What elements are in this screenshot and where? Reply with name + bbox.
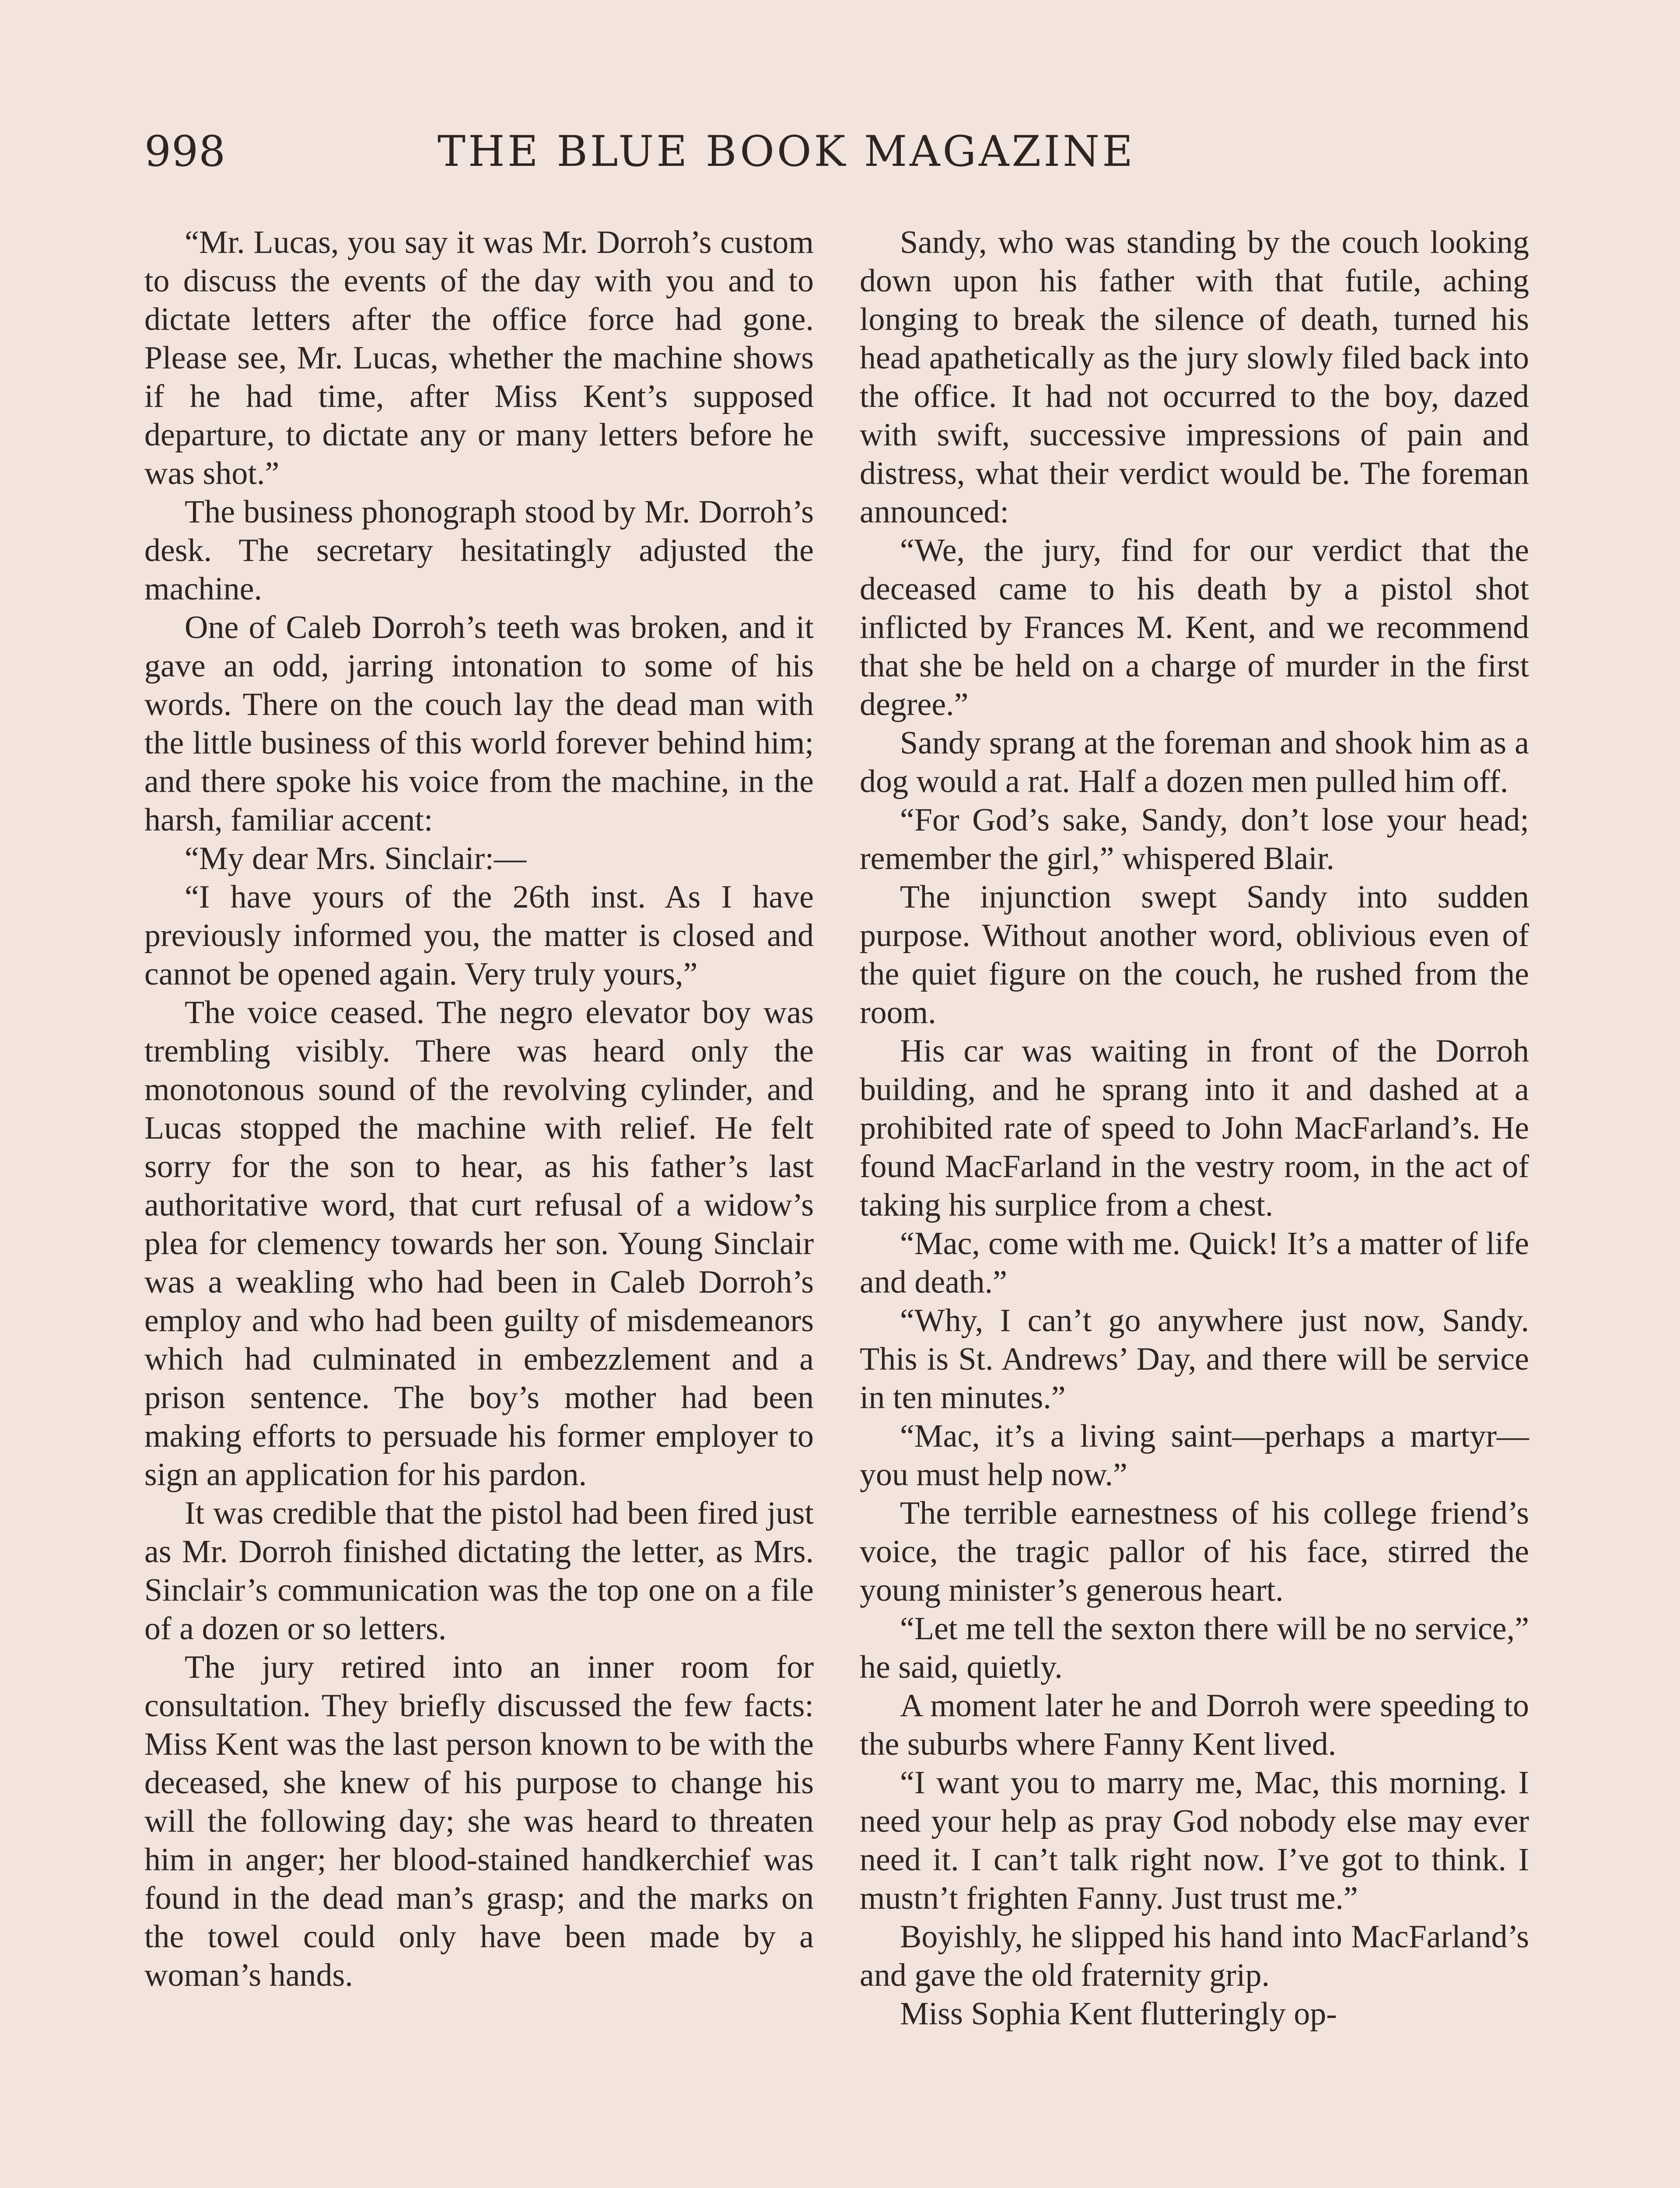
paragraph: One of Caleb Dorroh’s teeth was broken, and it gave an odd, jarring intonation to some of his words. There on the couch lay the dead man with the little business of this world forever behind him; and there spoke his voice from the machine, in the harsh, familiar accent: <box>144 610 814 838</box>
paragraph: “For God’s sake, Sandy, don’t lose your head; remember the girl,” whispered Blair. <box>860 802 1529 877</box>
paragraph: It was credible that the pistol had been fired just as Mr. Dorroh finished dictating the letter, as Mrs. Sinclair’s communication was the top one on a file of a dozen or so letters. <box>144 1495 814 1647</box>
page-header <box>144 127 1536 188</box>
paragraph: “We, the jury, find for our verdict that the deceased came to his death by a pistol shot inflicted by Frances M. Kent, and we recommend that she be held on a charge of murder in the first degree.” <box>860 533 1529 722</box>
paragraph: The voice ceased. The negro elevator boy was trembling visibly. There was heard only the monotonous sound of the revolving cylinder, and Lucas stopped the machine with relief. He felt sorry for the son to hear, as his father’s last authoritative word, that curt refusal of a widow’s plea for clemency towards her son. Young Sinclair was a weakling who had been in Caleb Dorroh’s employ and who had been guilty of misdemeanors which had culminated in embezzlement and a prison sentence. The boy’s mother had been making efforts to persuade his former employer to sign an application for his pardon. <box>144 995 814 1493</box>
magazine-title: THE BLUE BOOK MAGAZINE <box>438 127 1136 176</box>
paragraph: “I want you to marry me, Mac, this morning. I need your help as pray God nobody else may ever need it. I can’t talk right now. I’ve got to think. I mustn’t frighten Fanny. Just trust me.” <box>860 1765 1529 1916</box>
paragraph: Miss Sophia Kent flutteringly op- <box>900 1996 1337 2032</box>
paragraph: The business phonograph stood by Mr. Dorroh’s desk. The secretary hesitatingly adjusted the machine. <box>144 494 814 607</box>
page-number: 998 <box>144 127 226 176</box>
paragraph: “Mr. Lucas, you say it was Mr. Dorroh’s custom to discuss the events of the day with you and to dictate letters after the office force had gone. Please see, Mr. Lucas, whether the machine shows if he had time, after Miss Kent’s supposed departure, to dictate any or many letters before he was shot.” <box>144 224 814 491</box>
paragraph: The injunction swept Sandy into sudden purpose. Without another word, oblivious even of the quiet figure on the couch, he rushed from the room. <box>860 879 1529 1031</box>
left-column <box>144 223 814 1995</box>
paragraph: “My dear Mrs. Sinclair:— <box>185 841 526 877</box>
right-column <box>860 223 1529 2033</box>
paragraph: “Why, I can’t go anywhere just now, Sandy. This is St. Andrews’ Day, and there will be service in ten minutes.” <box>860 1303 1529 1416</box>
paragraph: “Let me tell the sexton there will be no service,” he said, quietly. <box>860 1611 1529 1685</box>
paragraph: Sandy sprang at the foreman and shook him as a dog would a rat. Half a dozen men pulled him off. <box>860 725 1529 799</box>
paragraph: “Mac, come with me. Quick! It’s a matter of life and death.” <box>860 1226 1529 1300</box>
paragraph: The terrible earnestness of his college friend’s voice, the tragic pallor of his face, stirred the young minister’s generous heart. <box>860 1495 1529 1608</box>
paragraph: Boyishly, he slipped his hand into MacFarland’s and gave the old fraternity grip. <box>860 1919 1529 1993</box>
paragraph: “Mac, it’s a living saint—perhaps a martyr—you must help now.” <box>860 1418 1529 1493</box>
paragraph: Sandy, who was standing by the couch looking down upon his father with that futile, aching longing to break the silence of death, turned his head apathetically as the jury slowly filed back into the office. It had not occurred to the boy, dazed with swift, successive impressions of pain and distress, what their verdict would be. The foreman announced: <box>860 224 1529 530</box>
paragraph: A moment later he and Dorroh were speeding to the suburbs where Fanny Kent lived. <box>860 1688 1529 1762</box>
paragraph: His car was waiting in front of the Dorroh building, and he sprang into it and dashed at a prohibited rate of speed to John MacFarland’s. He found MacFarland in the vestry room, in the act of taking his surplice from a chest. <box>860 1033 1529 1223</box>
paragraph: “I have yours of the 26th inst. As I have previously informed you, the matter is closed and cannot be opened again. Very truly yours,” <box>144 879 814 992</box>
paragraph: The jury retired into an inner room for consultation. They briefly discussed the few facts: Miss Kent was the last person known to be with the deceased, she knew of his purpose to change his will the following day; she was heard to threaten him in anger; her blood-stained handkerchief was found in the dead man’s grasp; and the marks on the towel could only have been made by a woman’s hands. <box>144 1649 814 1993</box>
